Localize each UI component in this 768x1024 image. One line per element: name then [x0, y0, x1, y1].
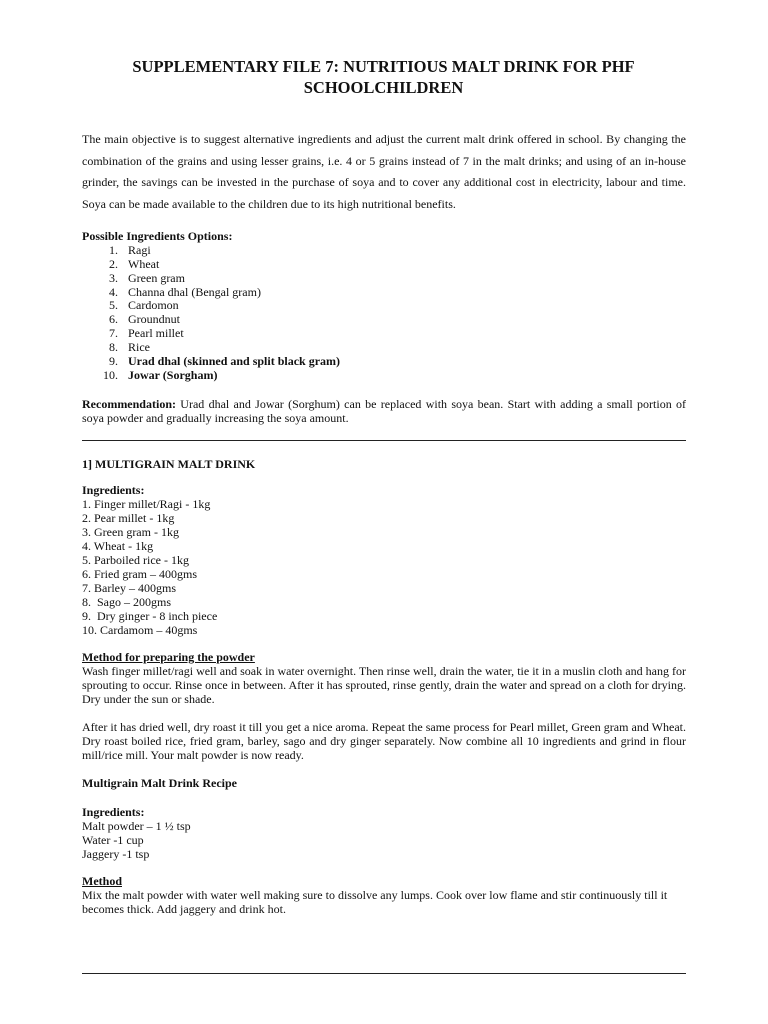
recommendation-text: Urad dhal and Jowar (Sorghum) can be replaced with soya bean. Start with adding a small portion of soya powder and gradually increasing the soya amount. — [82, 397, 686, 426]
recipe-ingredients-heading: Ingredients: — [82, 805, 145, 819]
list-number: 9. — [109, 353, 118, 368]
ingredient-item: 8. Sago – 200gms — [82, 595, 172, 609]
recipe-method-heading — [82, 874, 686, 888]
list-number: 1. — [109, 243, 118, 257]
page-title: SUPPLEMENTARY FILE 7: NUTRITIOUS MALT DRINK FOR PHF SCHOOLCHILDREN — [132, 57, 635, 97]
options-heading: Possible Ingredients Options: — [82, 229, 233, 243]
ingredients-list — [82, 497, 686, 637]
ingredient-item: 10. Cardamom – 40gms — [82, 623, 198, 637]
list-number: 3. — [109, 270, 118, 285]
recipe-title: Multigrain Malt Drink Recipe — [82, 776, 237, 790]
method-heading — [82, 650, 686, 664]
list-item-text: Urad dhal (skinned and split black gram) — [128, 353, 341, 368]
ingredient-option-item — [82, 368, 582, 382]
ingredient-item: 6. Fried gram – 400gms — [82, 567, 197, 581]
list-number: 5. — [109, 298, 118, 313]
ingredient-item: 7. Barley – 400gms — [82, 581, 176, 595]
ingredient-option-item — [82, 243, 582, 257]
list-number: 6. — [109, 312, 118, 327]
list-item-text: Groundnut — [128, 312, 180, 327]
recipe-ingredient-item: Water -1 cup — [82, 833, 144, 847]
ingredient-item: 9. Dry ginger - 8 inch piece — [82, 609, 218, 623]
ingredient-option-item — [82, 312, 582, 326]
list-item-text: Pearl millet — [128, 326, 184, 341]
list-number: 8. — [109, 339, 118, 354]
ingredient-item: 3. Green gram - 1kg — [82, 525, 179, 539]
list-item-text: Wheat — [128, 256, 160, 271]
list-item-text: Jowar (Sorgham) — [128, 367, 218, 382]
ingredients-heading: Ingredients: — [82, 483, 145, 497]
list-item-text: Channa dhal (Bengal gram) — [128, 284, 261, 299]
ingredient-option-item — [82, 271, 582, 285]
ingredient-item: 4. Wheat - 1kg — [82, 539, 154, 553]
ingredient-item: 5. Parboiled rice - 1kg — [82, 553, 189, 567]
recommendation-label: Recommendation: — [82, 397, 176, 411]
intro-paragraph: The main objective is to suggest alternative ingredients and adjust the current malt drink offered in school. By changing the combination of the grains and using lesser grains, i.e. 4 or 5 grains instead of 7 in the malt drinks; and using of an in-house grinder, the savings can be invested in the purchase of soya and to cover any additional cost in electricity, labour and time. Soya can be made available to the children due to its high nutritional benefits. — [82, 132, 686, 212]
ingredient-option-item — [82, 257, 582, 271]
list-number: 4. — [109, 284, 118, 299]
list-item-text: Ragi — [128, 243, 151, 257]
method-paragraph-1: Wash finger millet/ragi well and soak in water overnight. Then rinse well, drain the water, tie it in a muslin cloth and hang for sprouting to occur. Rinse once in between. After it has sprouted, rinse gently, drain the water and spread on a cloth for drying. Dry under the sun or shade. — [82, 664, 686, 707]
recommendation-paragraph — [82, 397, 686, 425]
recipe-ingredient-item: Malt powder – 1 ½ tsp — [82, 819, 191, 833]
ingredient-option-item — [82, 285, 582, 299]
list-item-text: Green gram — [128, 270, 185, 285]
list-number: 7. — [109, 326, 118, 341]
list-number: 2. — [109, 256, 118, 271]
ingredient-option-item — [82, 340, 582, 354]
list-item-text: Cardomon — [128, 298, 179, 313]
ingredient-options-list — [82, 243, 582, 381]
ingredient-item: 1. Finger millet/Ragi - 1kg — [82, 497, 211, 511]
ingredient-option-item — [82, 298, 582, 312]
recipe-method-text: Mix the malt powder with water well making sure to dissolve any lumps. Cook over low flame and stir continuously till it becomes thick. Add jaggery and drink hot. — [82, 888, 668, 917]
method-heading-text: Method for preparing the powder — [82, 650, 255, 664]
divider-top — [82, 440, 686, 441]
ingredient-option-item — [82, 326, 582, 340]
recipe-ingredient-item: Jaggery -1 tsp — [82, 847, 150, 861]
list-item-text: Rice — [128, 339, 150, 354]
ingredient-item: 2. Pear millet - 1kg — [82, 511, 175, 525]
divider-bottom — [82, 973, 686, 974]
list-number: 10. — [103, 367, 118, 382]
ingredient-option-item — [82, 354, 582, 368]
recipe-method-heading-text: Method — [82, 874, 122, 888]
method-paragraph-2: After it has dried well, dry roast it till you get a nice aroma. Repeat the same process for Pearl millet, Green gram and Wheat. Dry roast boiled rice, fried gram, barley, sago and dry ginger separately. Now combine all 10 ingredients and grind in flour mill/rice mill. Your malt powder is now ready. — [82, 720, 686, 763]
recipe-ingredients-list — [82, 819, 686, 861]
section-title: 1] MULTIGRAIN MALT DRINK — [82, 457, 256, 471]
